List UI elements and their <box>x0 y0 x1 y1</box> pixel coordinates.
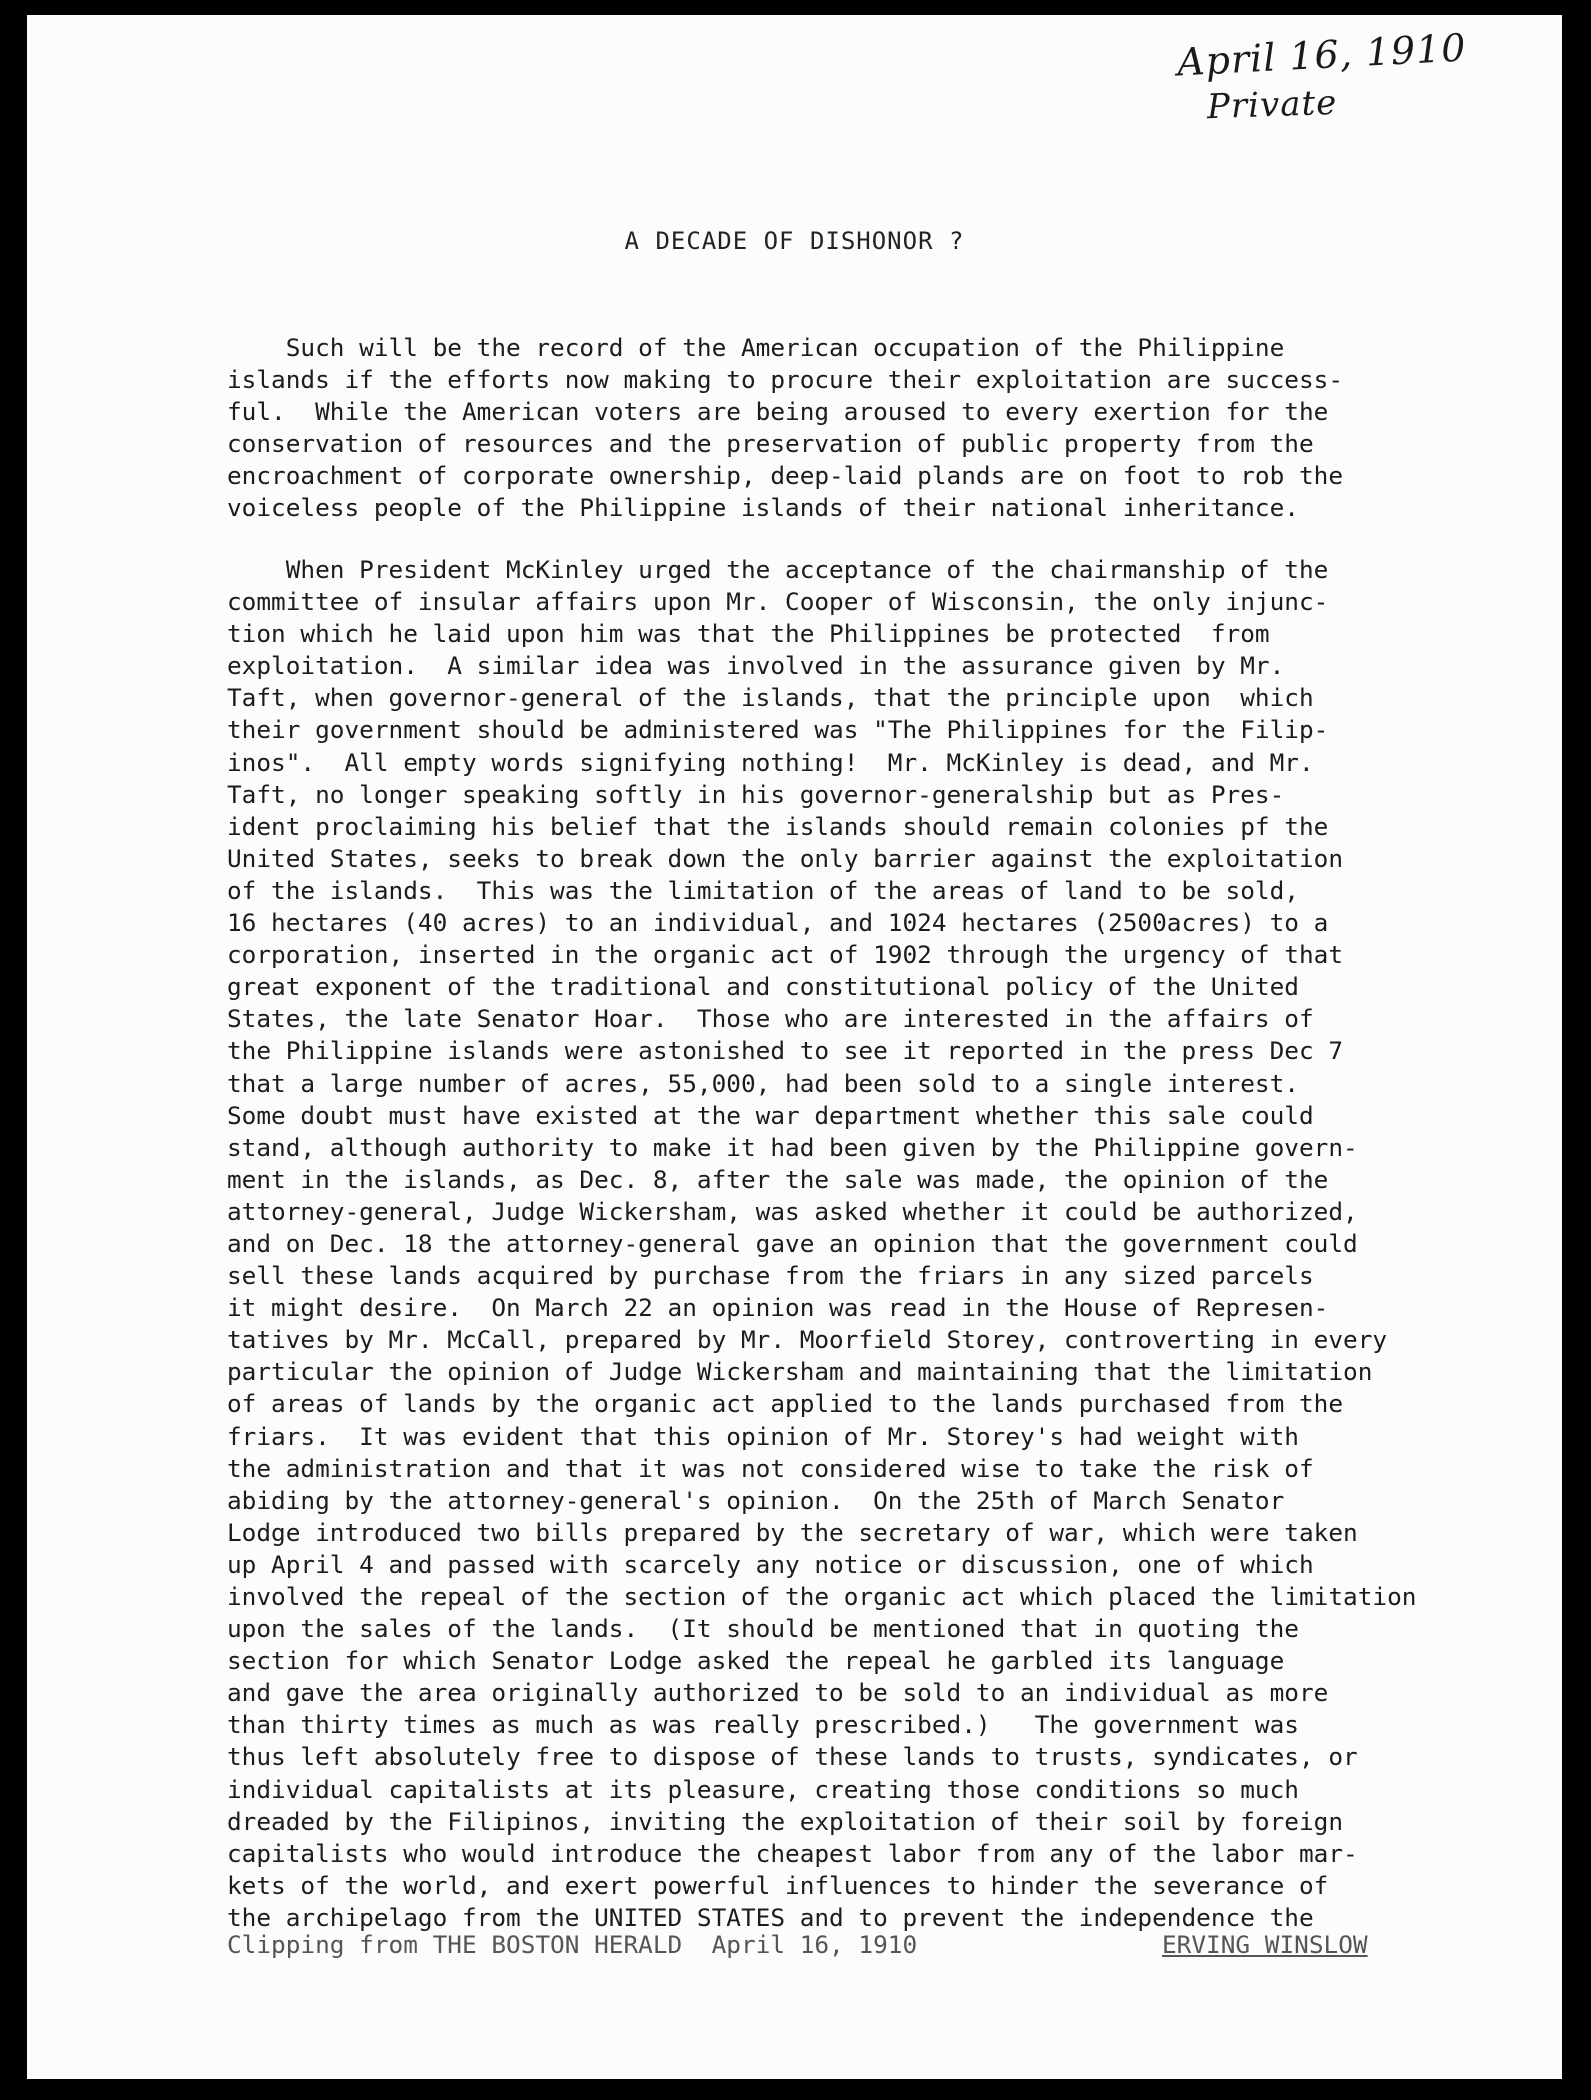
text-line: sell these lands acquired by purchase from the friars in any sized parcels <box>227 1261 1314 1291</box>
text-line: Lodge introduced two bills prepared by the secretary of war, which were taken <box>227 1517 1358 1547</box>
text-line: kets of the world, and exert powerful influences to hinder the severance of <box>227 1870 1329 1900</box>
text-line: 16 hectares (40 acres) to an individual, and 1024 hectares (2500acres) to a <box>227 908 1329 938</box>
text-line: it might desire. On March 22 an opinion was read in the House of Represen- <box>227 1293 1329 1323</box>
text-line: exploitation. A similar idea was involved in the assurance given by Mr. <box>227 651 1285 681</box>
text-line: tatives by Mr. McCall, prepared by Mr. Moorfield Storey, controverting in every <box>227 1325 1388 1355</box>
text-line: particular the opinion of Judge Wickersham and maintaining that the limitation <box>227 1357 1373 1387</box>
text-line: Some doubt must have existed at the war department whether this sale could <box>227 1100 1314 1130</box>
text-line: United States, seeks to break down the only barrier against the exploitation <box>227 843 1344 873</box>
text-line: and gave the area originally authorized to be sold to an individual as more <box>227 1678 1329 1708</box>
text-line: encroachment of corporate ownership, deep-laid plands are on foot to rob the <box>227 461 1344 491</box>
text-line: States, the late Senator Hoar. Those who are interested in the affairs of <box>227 1004 1314 1034</box>
text-line: the administration and that it was not considered wise to take the risk of <box>227 1453 1314 1483</box>
text-line: of the islands. This was the limitation of the areas of land to be sold, <box>227 875 1299 905</box>
author-signature: ERVING WINSLOW <box>1162 1930 1368 1959</box>
text-line: great exponent of the traditional and constitutional policy of the United <box>227 972 1299 1002</box>
text-line: and on Dec. 18 the attorney-general gave an opinion that the government could <box>227 1228 1358 1258</box>
text-line: section for which Senator Lodge asked the repeal he garbled its language <box>227 1646 1285 1676</box>
document-page <box>27 15 1562 2079</box>
text-line: the Philippine islands were astonished to see it reported in the press Dec 7 <box>227 1036 1344 1066</box>
text-line: tion which he laid upon him was that the Philippines be protected from <box>227 619 1270 649</box>
text-line: individual capitalists at its pleasure, creating those conditions so much <box>227 1774 1299 1804</box>
text-line: voiceless people of the Philippine islands of their national inheritance. <box>227 493 1299 523</box>
text-line: Such will be the record of the American occupation of the Philippine <box>227 333 1285 362</box>
text-line: attorney-general, Judge Wickersham, was asked whether it could be authorized, <box>227 1196 1358 1226</box>
text-line: conservation of resources and the preservation of public property from the <box>227 429 1314 459</box>
text-line: friars. It was evident that this opinion of Mr. Storey's had weight with <box>227 1421 1299 1451</box>
text-line: ident proclaiming his belief that the islands should remain colonies pf the <box>227 811 1329 841</box>
text-line: abiding by the attorney-general's opinion. On the 25th of March Senator <box>227 1485 1285 1515</box>
text-line: islands if the efforts now making to procure their exploitation are success- <box>227 365 1344 395</box>
text-line: ment in the islands, as Dec. 8, after the sale was made, the opinion of the <box>227 1164 1329 1194</box>
document-title: A DECADE OF DISHONOR ? <box>624 227 965 255</box>
text-line: capitalists who would introduce the cheapest labor from any of the labor mar- <box>227 1838 1358 1868</box>
text-line: Taft, no longer speaking softly in his governor-generalship but as Pres- <box>227 779 1285 809</box>
text-line: Taft, when governor-general of the islands, that the principle upon which <box>227 683 1314 713</box>
paragraph-1 <box>227 332 1467 525</box>
text-line: inos". All empty words signifying nothing! Mr. McKinley is dead, and Mr. <box>227 747 1314 777</box>
handwritten-date: April 16, 1910 <box>1176 25 1468 85</box>
text-line: of areas of lands by the organic act applied to the lands purchased from the <box>227 1389 1344 1419</box>
handwritten-note: Private <box>1206 82 1338 128</box>
text-line: than thirty times as much as was really prescribed.) The government was <box>227 1710 1299 1740</box>
clipping-source: Clipping from THE BOSTON HERALD April 16, 1910 <box>227 1930 918 1959</box>
text-line: their government should be administered was "The Philippines for the Filip- <box>227 715 1329 745</box>
paragraph-2 <box>227 554 1467 1934</box>
text-line: dreaded by the Filipinos, inviting the exploitation of their soil by foreign <box>227 1806 1344 1836</box>
text-line: that a large number of acres, 55,000, had been sold to a single interest. <box>227 1068 1299 1098</box>
text-line: the archipelago from the UNITED STATES and to prevent the independence the <box>227 1902 1314 1932</box>
text-line: ful. While the American voters are being aroused to every exertion for the <box>227 397 1329 427</box>
text-line: involved the repeal of the section of the organic act which placed the limitation <box>227 1582 1417 1611</box>
text-line: upon the sales of the lands. (It should be mentioned that in quoting the <box>227 1614 1299 1644</box>
text-line: committee of insular affairs upon Mr. Cooper of Wisconsin, the only injunc- <box>227 587 1329 617</box>
text-line: corporation, inserted in the organic act of 1902 through the urgency of that <box>227 940 1344 970</box>
text-line: thus left absolutely free to dispose of these lands to trusts, syndicates, or <box>227 1742 1358 1772</box>
text-line: stand, although authority to make it had been given by the Philippine govern- <box>227 1132 1358 1162</box>
text-line: up April 4 and passed with scarcely any notice or discussion, one of which <box>227 1549 1314 1579</box>
text-line: When President McKinley urged the acceptance of the chairmanship of the <box>227 555 1329 584</box>
